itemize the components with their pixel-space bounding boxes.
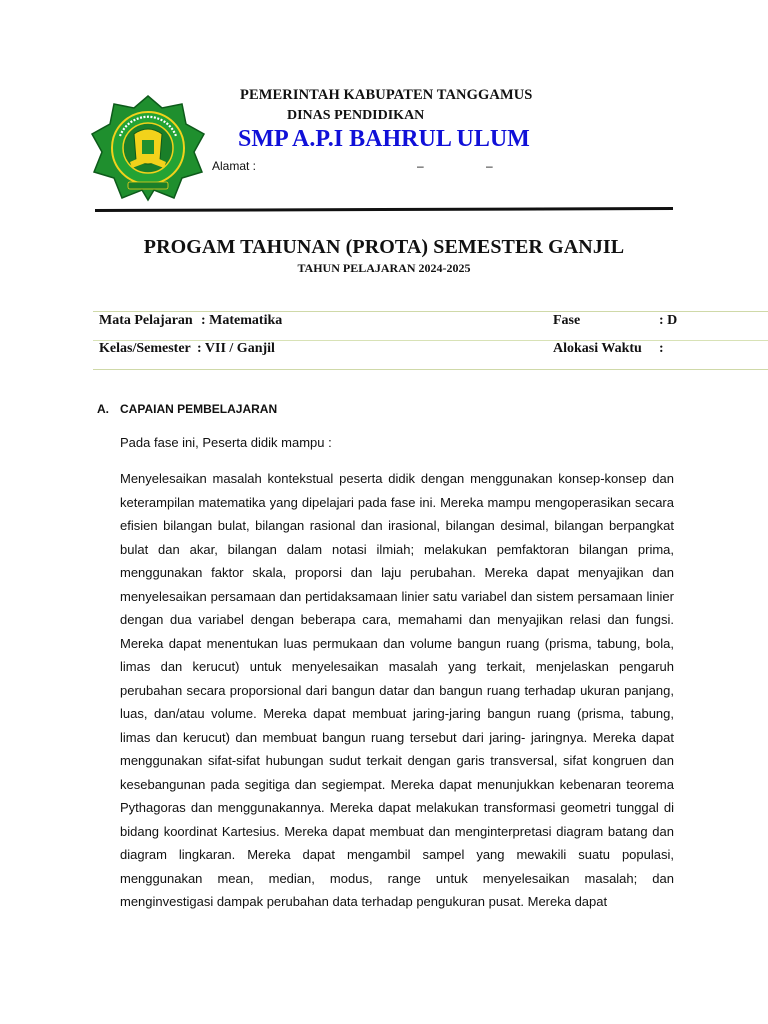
academic-year: TAHUN PELAJARAN 2024-2025 bbox=[297, 261, 471, 275]
info-table bbox=[93, 311, 768, 370]
subject-label: Mata Pelajaran bbox=[99, 313, 193, 328]
header-divider bbox=[95, 207, 673, 212]
school-crest-icon bbox=[90, 94, 206, 202]
section-heading bbox=[97, 402, 277, 416]
school-name: SMP A.P.I BAHRUL ULUM bbox=[238, 126, 530, 152]
government-name: PEMERINTAH KABUPATEN TANGGAMUS bbox=[240, 87, 533, 103]
section-number: A. bbox=[97, 402, 109, 416]
class-value: : VII / Ganjil bbox=[197, 341, 275, 356]
time-allocation-label: Alokasi Waktu bbox=[553, 341, 642, 356]
address-label: Alamat : bbox=[212, 159, 257, 173]
address-dash: – bbox=[417, 159, 424, 173]
class-label: Kelas/Semester bbox=[99, 341, 191, 356]
table-row-divider bbox=[93, 340, 768, 341]
document-title: PROGAM TAHUNAN (PROTA) SEMESTER GANJIL bbox=[143, 236, 625, 258]
address-line bbox=[212, 159, 493, 173]
section-intro: Pada fase ini, Peserta didik mampu : bbox=[120, 435, 332, 450]
subject-value: : Matematika bbox=[201, 313, 283, 328]
department-name: DINAS PENDIDIKAN bbox=[287, 108, 425, 123]
address-dash: – bbox=[486, 159, 493, 173]
phase-value: : D bbox=[659, 313, 678, 328]
section-title: CAPAIAN PEMBELAJARAN bbox=[120, 402, 278, 416]
learning-outcomes-paragraph: Menyelesaikan masalah kontekstual peserta didik dengan menggunakan konsep-konsep dan keterampilan matematika yang dipelajari pada fase ini. Mereka mampu mengoperasikan secara efisien bilangan bulat, bilangan rasional dan irasional, bilangan desimal, bilangan berpangkat bulat dan akar, bilangan dalam notasi ilmiah; melakukan pemfaktoran bilangan prima, menggunakan faktor skala, proporsi dan laju perubahan. Mereka dapat menyajikan dan menyelesaikan persamaan dan pertidaksamaan linier satu variabel dan sistem persamaan linier dengan dua variabel dengan beberapa cara, memahami dan menyajikan relasi dan fungsi. Mereka dapat menentukan luas permukaan dan volume bangun ruang (prisma, tabung, bola, limas dan kerucut) untuk menyelesaikan masalah yang terkait, menjelaskan pengaruh perubahan secara proporsional dari bangun datar dan bangun ruang terhadap ukuran panjang, luas, dan/atau volume. Mereka dapat membuat jaring-jaring bangun ruang (prisma, tabung, limas dan kerucut) dan membuat bangun ruang tersebut dari jaring- jaringnya. Mereka dapat menggunakan sifat-sifat hubungan sudut terkait dengan garis transversal, sifat kongruen dan kesebangunan pada segitiga dan segiempat. Mereka dapat menunjukkan kebenaran teorema Pythagoras dan menggunakannya. Mereka dapat melakukan transformasi geometri tunggal di bidang koordinat Kartesius. Mereka dapat membuat dan menginterpretasi diagram batang dan diagram lingkaran. Mereka dapat mengambil sampel yang mewakili suatu populasi, menggunakan mean, median, modus, range untuk menyelesaikan masalah; dan menginvestigasi dampak perubahan data terhadap pengukuran pusat. Mereka dapat bbox=[120, 471, 674, 909]
phase-label: Fase bbox=[553, 313, 581, 328]
time-allocation-value: : bbox=[659, 341, 664, 356]
